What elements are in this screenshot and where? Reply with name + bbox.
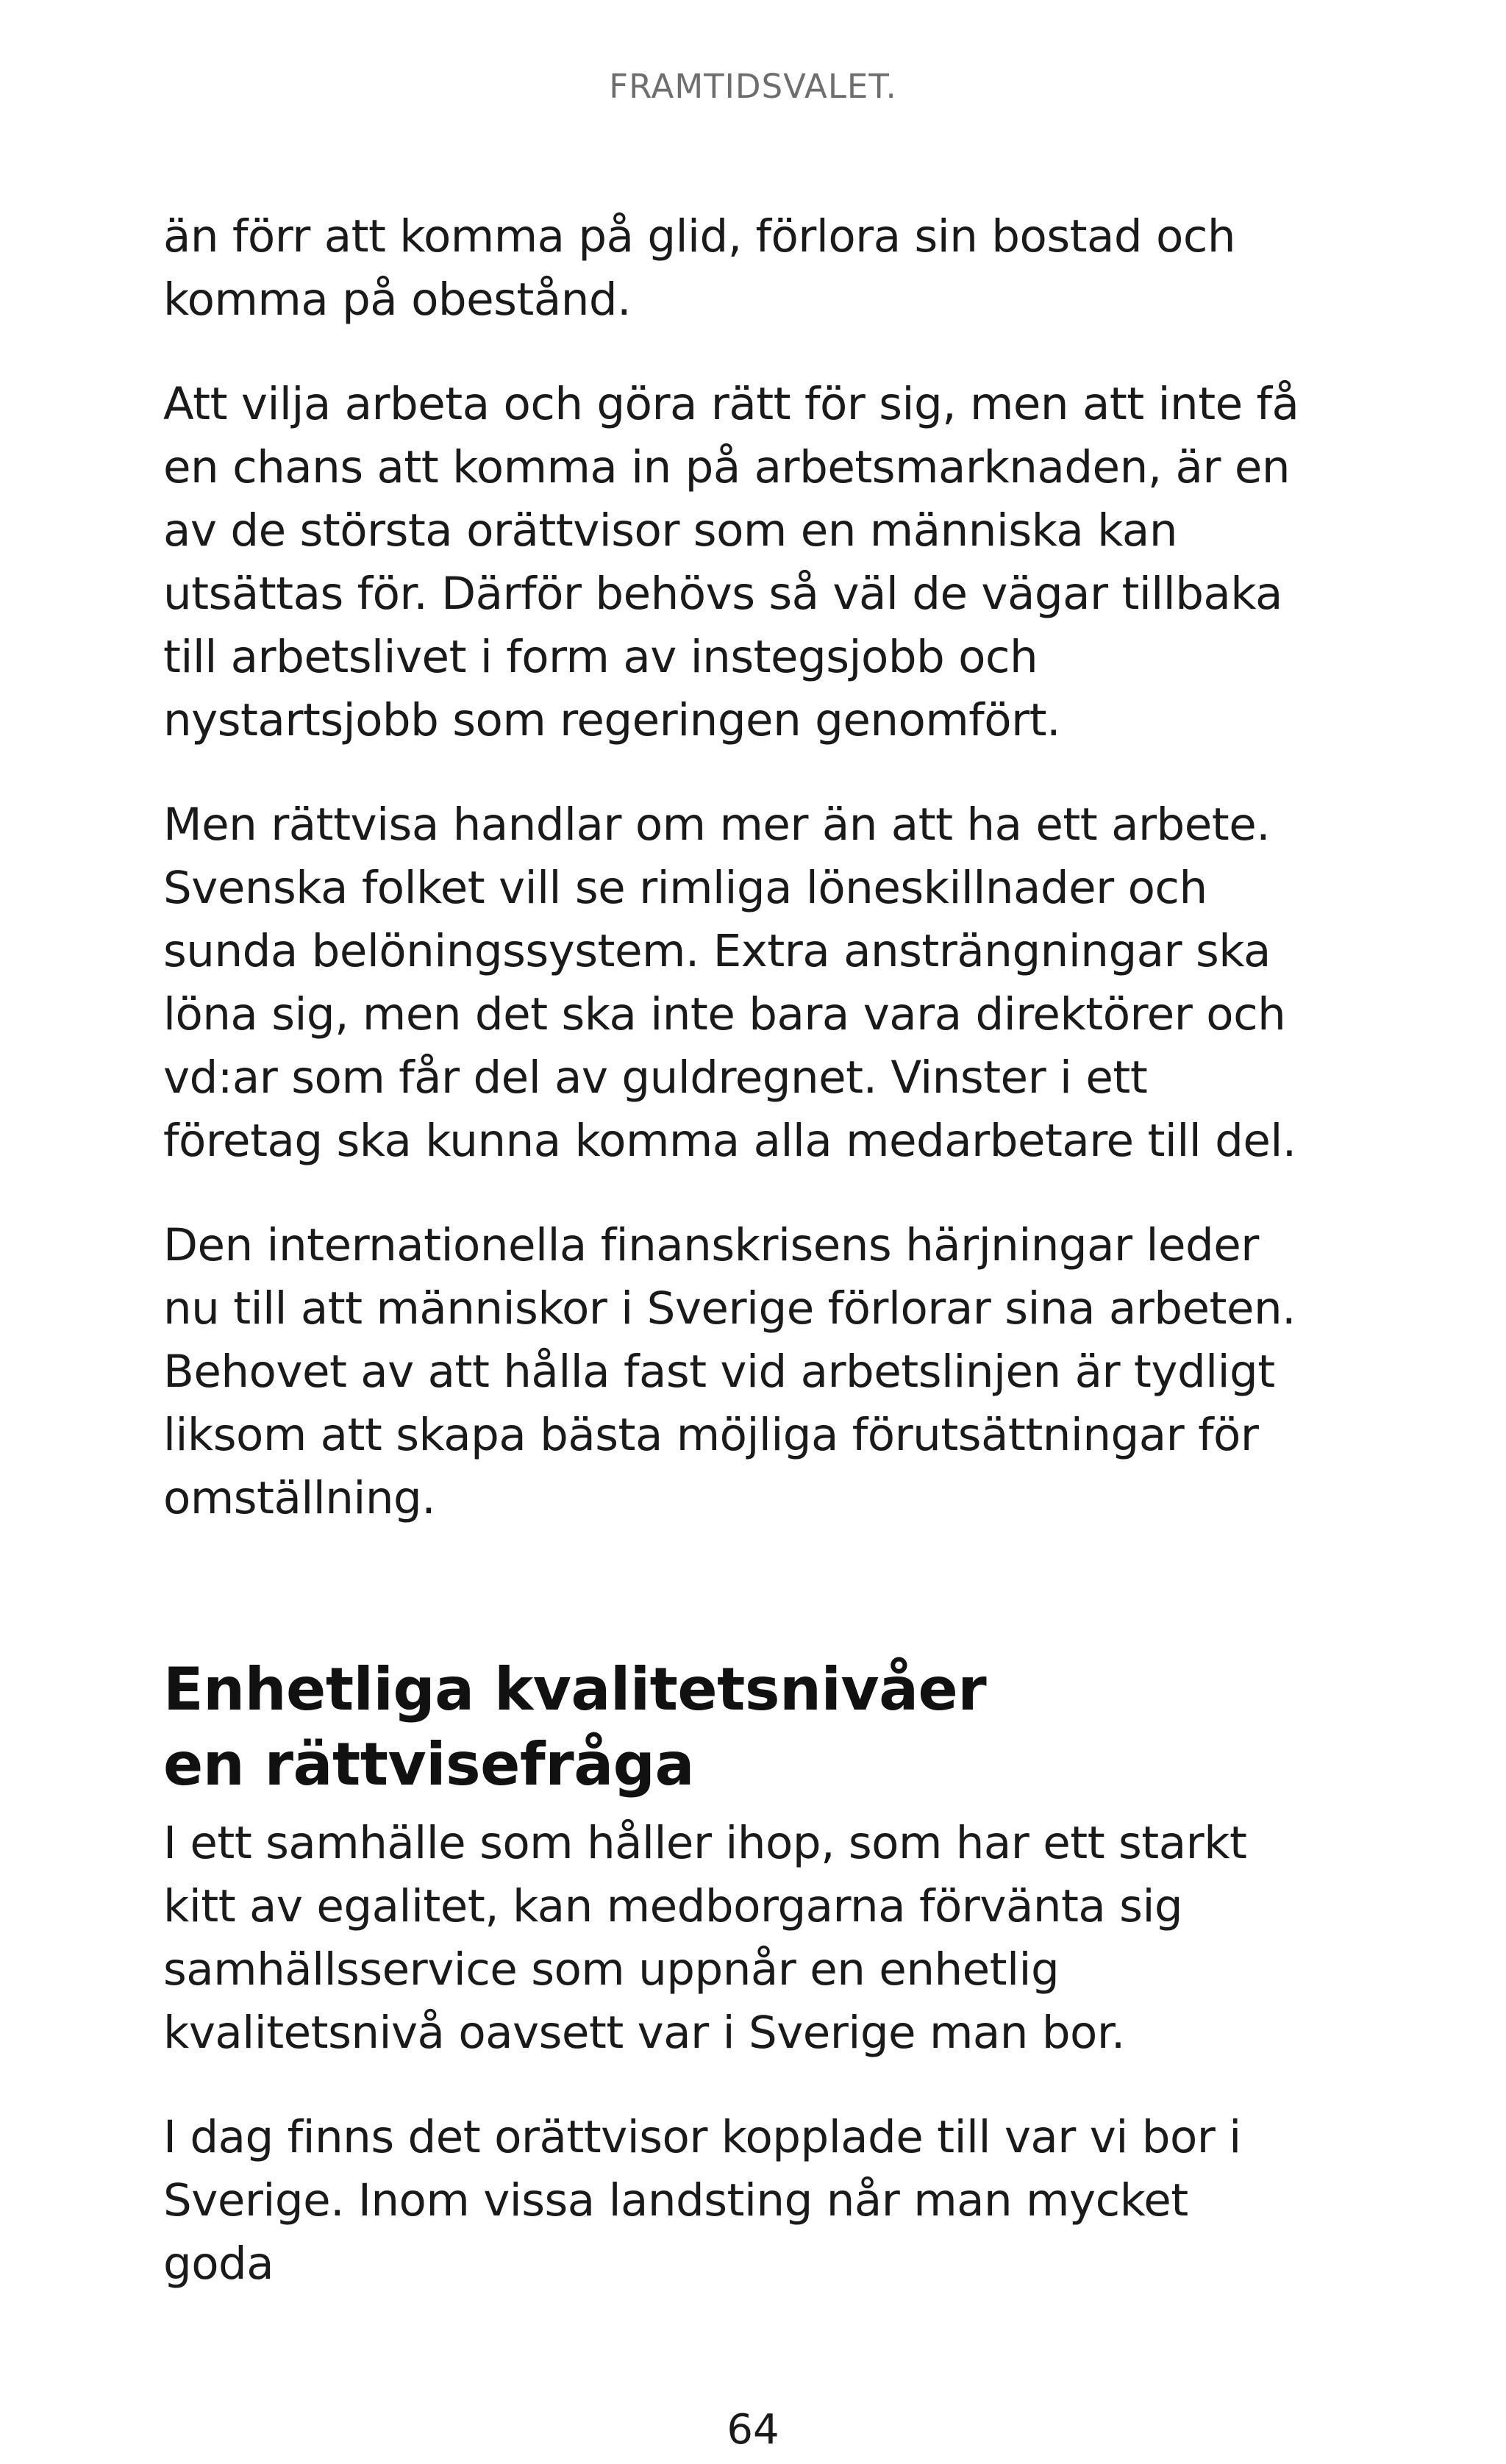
page-number: 64 bbox=[727, 2406, 779, 2454]
section-heading bbox=[163, 1652, 1310, 1802]
section-heading-line-1: Enhetliga kvalitetsnivåer bbox=[163, 1655, 987, 1724]
paragraph: Att vilja arbeta och göra rätt för sig, men att inte få en chans att komma in på arbetsmarknaden, är en av de största orättvisor som en människa kan utsättas för. Därför behövs så väl de vägar tillbaka till arbetslivet i form av instegsjobb och nystartsjobb som regeringen genomfört. bbox=[163, 378, 1299, 746]
paragraph: än förr att komma på glid, förlora sin bostad och komma på obestånd. bbox=[163, 210, 1236, 326]
body-section-two bbox=[163, 1812, 1310, 2337]
paragraph: I dag finns det orättvisor kopplade till var vi bor i Sverige. Inom vissa landsting når man mycket goda bbox=[163, 2111, 1241, 2290]
section-heading-line-2: en rättvisefråga bbox=[163, 1730, 694, 1799]
paragraph: Den internationella finanskrisens härjningar leder nu till att människor i Sverige förlorar sina arbeten. Behovet av att hålla fast vid arbetslinjen är tydligt liksom att skapa bästa möjliga förutsättningar för omställning. bbox=[163, 1219, 1296, 1524]
paragraph: I ett samhälle som håller ihop, som har ett starkt kitt av egalitet, kan medborgarna förvänta sig samhällsservice som uppnår en enhetlig kvalitetsnivå oavsett var i Sverige man bor. bbox=[163, 1817, 1247, 2059]
paragraph: Men rättvisa handlar om mer än att ha ett arbete. Svenska folket vill se rimliga löneskillnader och sunda belöningssystem. Extra ansträngningar ska löna sig, men det ska inte bara vara direktörer och vd:ar som får del av guldregnet. Vinster i ett företag ska kunna komma alla medarbetare till del. bbox=[163, 799, 1296, 1167]
body-section-one bbox=[163, 205, 1310, 1571]
running-head: FRAMTIDSVALET. bbox=[609, 67, 897, 106]
